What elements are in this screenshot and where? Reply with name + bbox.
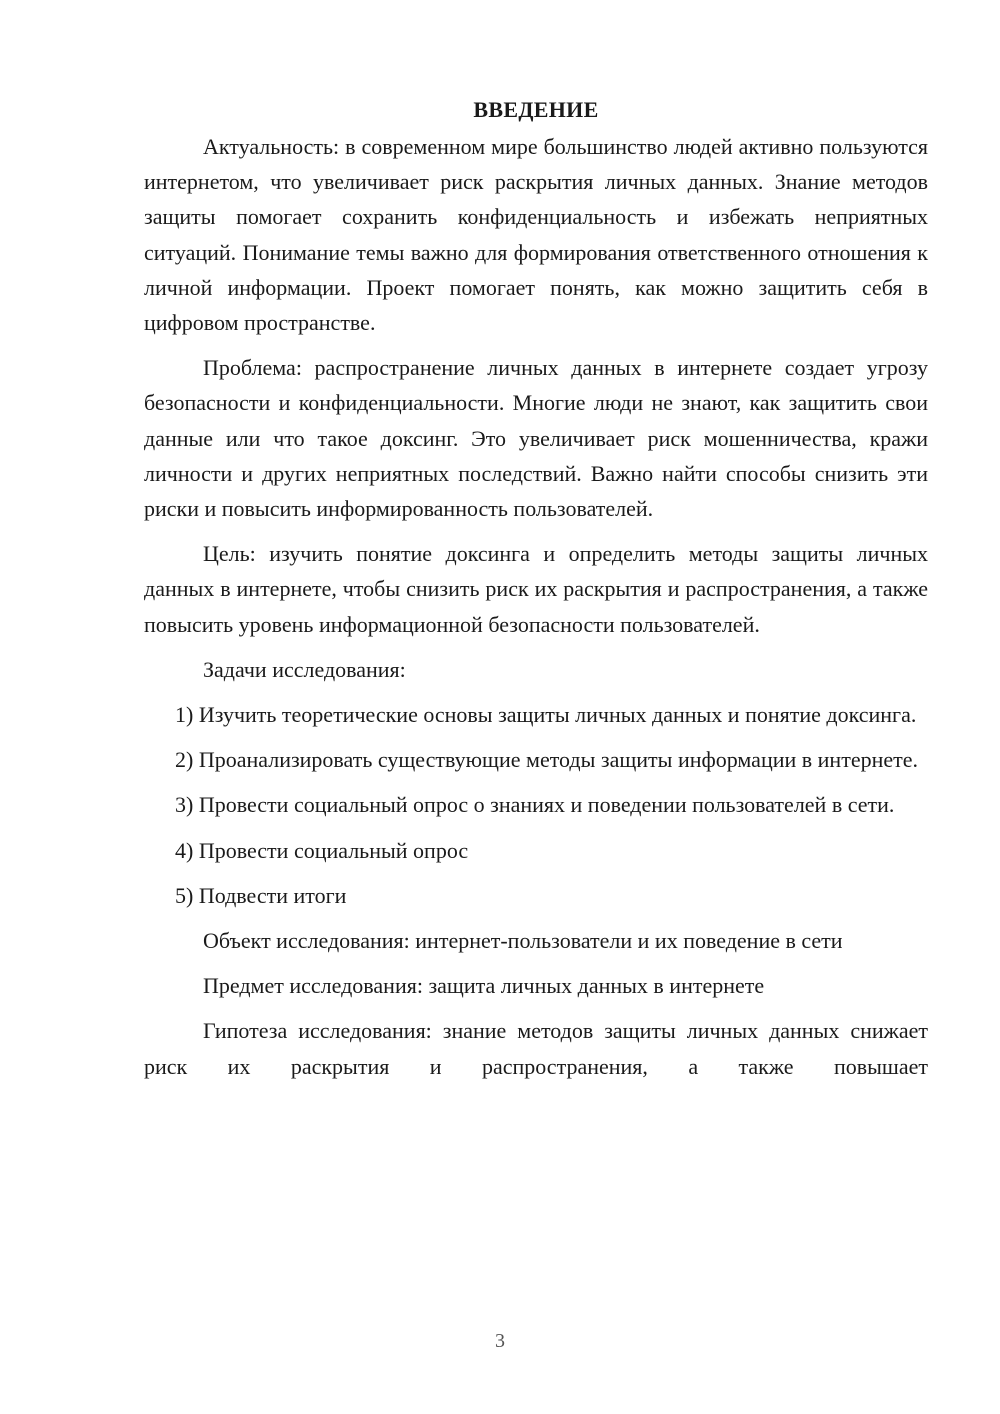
- hypothesis-container: [144, 1013, 928, 1083]
- research-object: Объект исследования: интернет-пользователи и их поведение в сети: [203, 928, 843, 954]
- task-item: 5) Подвести итоги: [175, 882, 347, 908]
- problem-paragraph: Проблема: распространение личных данных в интернете создает угрозу безопасности и конфиденциальности. Многие люди не знают, как защитить свои данные или что такое доксинг. Это увеличивает риск мошенничества, кражи личности и других неприятных последствий. Важно найти способы снизить эти риски и повысить информированность пользователей.: [144, 355, 928, 522]
- task-item: 1) Изучить теоретические основы защиты личных данных и понятие доксинга.: [175, 702, 917, 728]
- research-subject: Предмет исследования: защита личных данных в интернете: [203, 973, 765, 999]
- relevance-paragraph: Актуальность: в современном мире большинство людей активно пользуются интернетом, что увеличивает риск раскрытия личных данных. Знание методов защиты помогает сохранить конфиденциальность и избежать неприятных ситуаций. Понимание темы важно для формирования ответственного отношения к личной информации. Проект помогает понять, как можно защитить себя в цифровом пространстве.: [144, 134, 928, 336]
- page-number: 3: [495, 1330, 505, 1352]
- section-heading: ВВЕДЕНИЕ: [473, 97, 599, 122]
- task-item: 2) Проанализировать существующие методы защиты информации в интернете.: [175, 747, 918, 773]
- hypothesis-paragraph: Гипотеза исследования: знание методов защиты личных данных снижает риск их раскрытия и распространения, а также повышает: [144, 1018, 928, 1079]
- document-page: [144, 92, 928, 1083]
- task-item: 3) Провести социальный опрос о знаниях и поведении пользователей в сети.: [175, 792, 895, 818]
- task-item: 4) Провести социальный опрос: [175, 837, 469, 863]
- goal-paragraph: Цель: изучить понятие доксинга и определить методы защиты личных данных в интернете, чтобы снизить риск их раскрытия и распространения, а также повысить уровень информационной безопасности пользователей.: [144, 541, 928, 637]
- tasks-heading: Задачи исследования:: [203, 656, 406, 682]
